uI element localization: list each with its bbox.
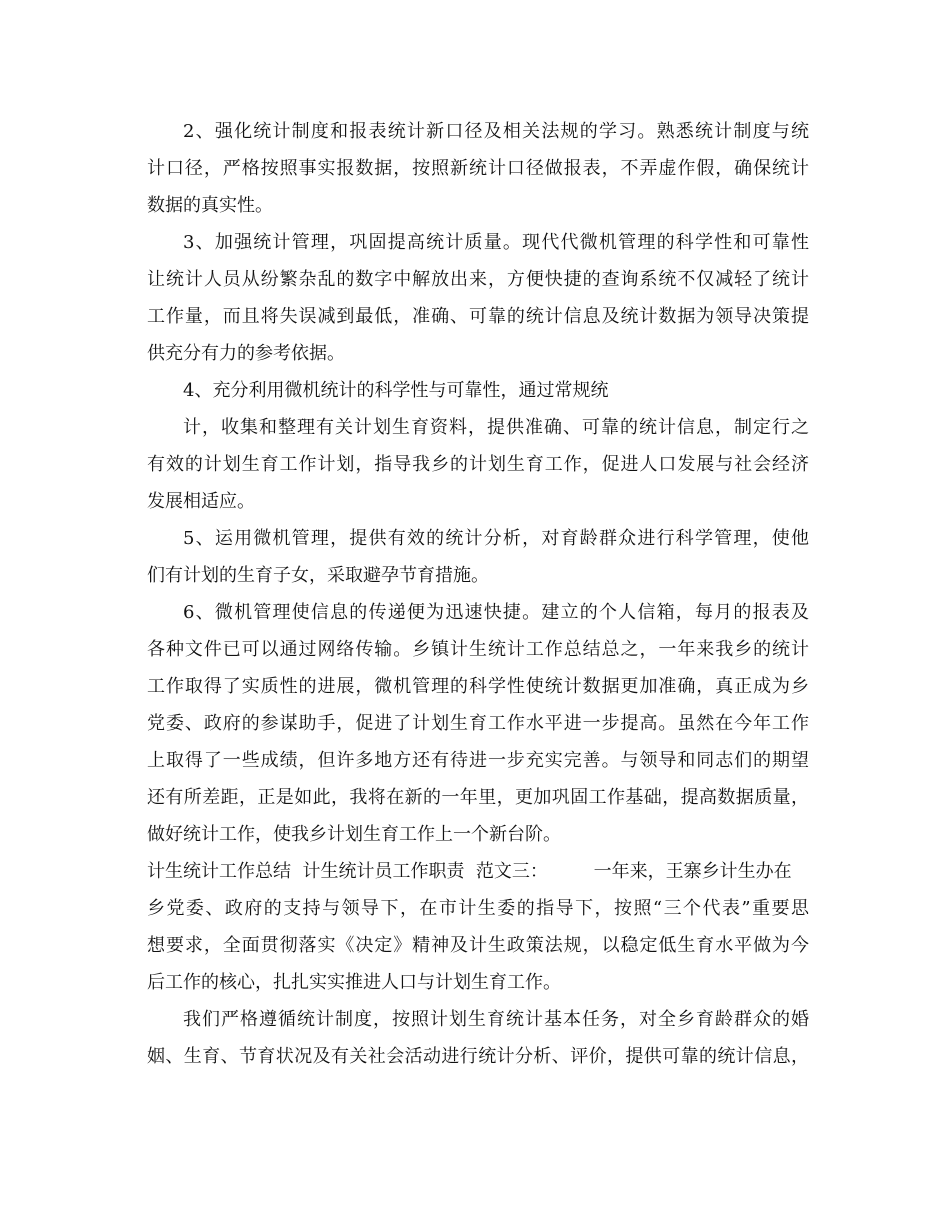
text-line: 发展相适应。 xyxy=(147,491,255,512)
text-line: 上取得了一些成绩，但许多地方还有待进一步充实完善。与领导和同志们的期望 xyxy=(147,750,809,771)
text-line: 各种文件已可以通过网络传输。乡镇计生统计工作总结总之，一年来我乡的统计 xyxy=(147,639,809,660)
text-line: 工作取得了实质性的进展，微机管理的科学性使统计数据更加准确，真正成为乡 xyxy=(147,676,809,697)
text-line: 计，收集和整理有关计划生育资料，提供准确、可靠的统计信息，制定行之 xyxy=(183,417,809,438)
text-line: 后工作的核心，扎扎实实推进人口与计划生育工作。 xyxy=(147,972,561,993)
text-line: 乡党委、政府的支持与领导下，在市计生委的指导下，按照“三个代表”重要思 xyxy=(147,898,809,919)
text-line: 姻、生育、节育状况及有关社会活动进行统计分析、评价，提供可靠的统计信息， xyxy=(147,1046,809,1067)
text-line: 4、充分利用微机统计的科学性与可靠性，通过常规统 xyxy=(183,380,609,401)
text-line: 供充分有力的参考依据。 xyxy=(147,343,345,364)
text-line: 还有所差距，正是如此，我将在新的一年里，更加巩固工作基础，提高数据质量， xyxy=(147,787,809,808)
text-line: 计口径，严格按照事实报数据，按照新统计口径做报表，不弄虚作假，确保统计 xyxy=(147,158,809,179)
text-line: 做好统计工作，使我乡计划生育工作上一个新台阶。 xyxy=(147,824,561,845)
text-line: 党委、政府的参谋助手，促进了计划生育工作水平进一步提高。虽然在今年工作 xyxy=(147,713,809,734)
text-line: 3、加强统计管理，巩固提高统计质量。现代代微机管理的科学性和可靠性 xyxy=(183,232,809,253)
text-line: 工作量，而且将失误减到最低，准确、可靠的统计信息及统计数据为领导决策提 xyxy=(147,306,809,327)
text-line: 数据的真实性。 xyxy=(147,195,273,216)
text-line: 5、运用微机管理，提供有效的统计分析，对育龄群众进行科学管理，使他 xyxy=(183,528,809,549)
text-line: 2、强化统计制度和报表统计新口径及相关法规的学习。熟悉统计制度与统 xyxy=(183,121,809,142)
text-line: 想要求，全面贯彻落实《决定》精神及计生政策法规，以稳定低生育水平做为今 xyxy=(147,935,809,956)
text-line: 计生统计工作总结 计生统计员工作职责 范文三： 一年来，王寨乡计生办在 xyxy=(147,861,792,882)
text-line: 们有计划的生育子女，采取避孕节育措施。 xyxy=(147,565,489,586)
text-line: 我们严格遵循统计制度，按照计划生育统计基本任务，对全乡育龄群众的婚 xyxy=(183,1009,809,1030)
text-line: 让统计人员从纷繁杂乱的数字中解放出来，方便快捷的查询系统不仅减轻了统计 xyxy=(147,269,809,290)
document-body xyxy=(147,113,809,1075)
text-line: 有效的计划生育工作计划，指导我乡的计划生育工作，促进人口发展与社会经济 xyxy=(147,454,809,475)
text-line: 6、微机管理使信息的传递便为迅速快捷。建立的个人信箱，每月的报表及 xyxy=(183,602,809,623)
